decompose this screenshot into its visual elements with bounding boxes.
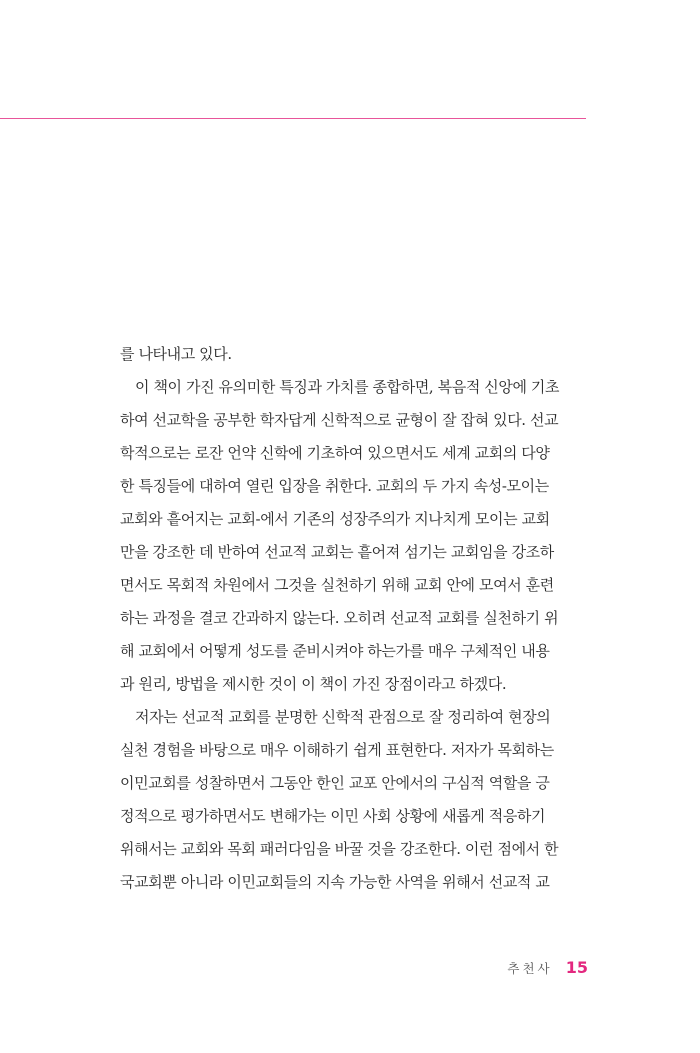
section-label: 추천사 [507, 961, 553, 976]
text-line: 이민교회를 성찰하면서 그동안 한인 교포 안에서의 구심적 역할을 긍 [120, 774, 550, 792]
text-line: 과 원리, 방법을 제시한 것이 이 책이 가진 장점이라고 하겠다. [120, 675, 507, 693]
text-line: 하는 과정을 결코 간과하지 않는다. 오히려 선교적 교회를 실천하기 위 [120, 609, 559, 627]
text-line: 학적으로는 로잔 언약 신학에 기초하여 있으면서도 세계 교회의 다양 [120, 444, 550, 462]
text-line: 위해서는 교회와 목회 패러다임을 바꿀 것을 강조한다. 이런 점에서 한 [120, 840, 559, 858]
paragraph-start-line: 저자는 선교적 교회를 분명한 신학적 관점으로 잘 정리하여 현장의 [135, 708, 551, 726]
text-line: 정적으로 평가하면서도 변해가는 이민 사회 상황에 새롭게 적응하기 [120, 807, 546, 825]
text-line: 를 나타내고 있다. [120, 345, 232, 363]
paragraph-start-line: 이 책이 가진 유의미한 특징과 가치를 종합하면, 복음적 신앙에 기초 [135, 378, 560, 396]
text-line: 해 교회에서 어떻게 성도를 준비시켜야 하는가를 매우 구체적인 내용 [120, 642, 550, 660]
text-line: 국교회뿐 아니라 이민교회들의 지속 가능한 사역을 위해서 선교적 교 [120, 873, 550, 891]
body-text [120, 338, 588, 899]
text-line: 실천 경험을 바탕으로 매우 이해하기 쉽게 표현한다. 저자가 목회하는 [120, 741, 554, 759]
header-rule [0, 118, 586, 119]
text-line: 한 특징들에 대하여 열린 입장을 취한다. 교회의 두 가지 속성-모이는 [120, 477, 549, 495]
text-line: 면서도 목회적 차원에서 그것을 실천하기 위해 교회 안에 모여서 훈련 [120, 576, 554, 594]
page-number: 15 [565, 958, 588, 977]
text-line: 교회와 흩어지는 교회-에서 기존의 성장주의가 지나치게 모이는 교회 [120, 510, 550, 528]
text-line: 하여 선교학을 공부한 학자답게 신학적으로 균형이 잘 잡혀 있다. 선교 [120, 411, 559, 429]
page-footer [507, 956, 588, 980]
text-line: 만을 강조한 데 반하여 선교적 교회는 흩어져 섬기는 교회임을 강조하 [120, 543, 554, 561]
